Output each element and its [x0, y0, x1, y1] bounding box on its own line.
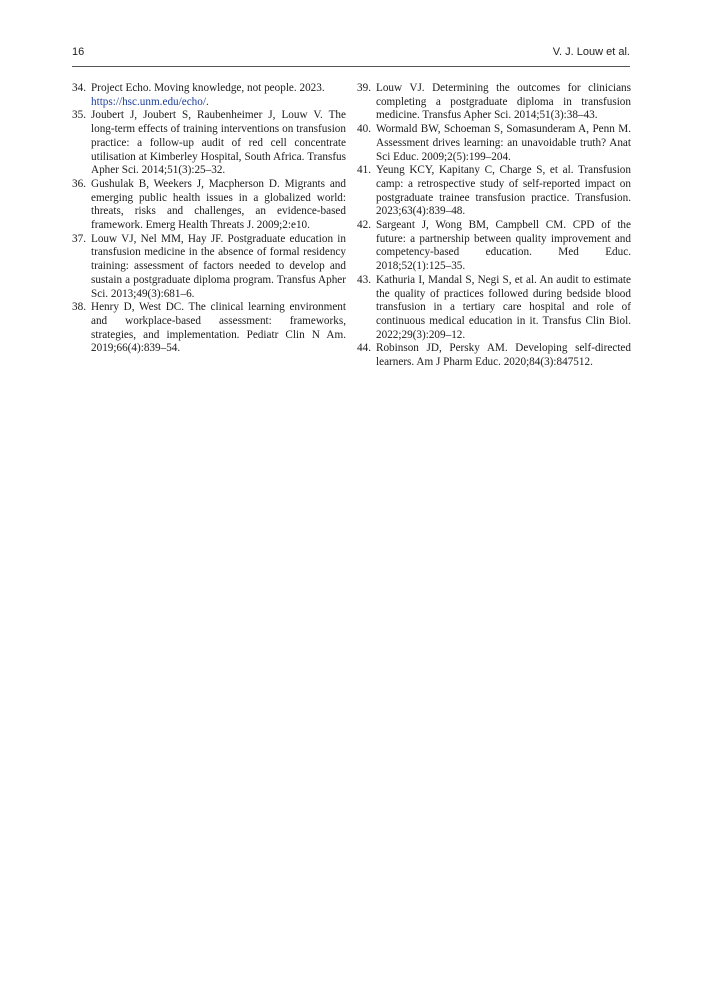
reference-number: 44.	[357, 342, 371, 355]
running-head-authors: V. J. Louw et al.	[552, 46, 630, 58]
reference-text: Henry D, West DC. The clinical learning environment and workplace-based assessment: frameworks, strategies, and implementation. Pediatr Clin N Am. 2019;66(4):839–54.	[91, 301, 346, 355]
reference-item	[357, 82, 631, 123]
reference-text: Kathuria I, Mandal S, Negi S, et al. An audit to estimate the quality of practices followed during bedside blood transfusion in a tertiary care hospital and role of continuous medical education in it. Transfus Clin Biol. 2022;29(3):209–12.	[376, 273, 631, 341]
reference-number: 36.	[72, 177, 86, 190]
reference-item	[72, 233, 346, 302]
reference-link[interactable]: https://hsc.unm.edu/echo/	[91, 95, 206, 108]
page-header	[72, 46, 630, 66]
reference-number: 35.	[72, 109, 86, 122]
reference-number: 39.	[357, 82, 371, 94]
reference-text: Joubert J, Joubert S, Raubenheimer J, Louw V. The long-term effects of training interventions on transfusion practice: a follow-up audit of red cell concentrate utilisation at Kimberley Hospital, South Africa. Transfus Apher Sci. 2014;51(3):25–32.	[91, 109, 346, 177]
reference-item	[357, 342, 631, 369]
reference-item	[72, 301, 346, 356]
page-number: 16	[72, 46, 85, 58]
references-right-column	[357, 82, 631, 370]
reference-text: Project Echo. Moving knowledge, not people. 2023. https://hsc.unm.edu/echo/.	[91, 82, 325, 108]
reference-number: 38.	[72, 301, 86, 314]
reference-item	[72, 109, 346, 178]
reference-number: 43.	[357, 273, 371, 286]
references-left-column	[72, 82, 346, 356]
reference-text: Robinson JD, Persky AM. Developing self-directed learners. Am J Pharm Educ. 2020;84(3):847512.	[376, 342, 631, 369]
header-divider	[72, 66, 630, 67]
reference-text: Gushulak B, Weekers J, Macpherson D. Migrants and emerging public health issues in a globalized world: threats, risks and challenges, an evidence-based framework. Emerg Health Threats J. 2009;2:e10.	[91, 177, 346, 232]
reference-number: 34.	[72, 82, 86, 94]
reference-item	[357, 219, 631, 274]
reference-item	[357, 274, 631, 343]
reference-number: 37.	[72, 232, 86, 245]
reference-text: Louw VJ. Determining the outcomes for clinicians completing a postgraduate diploma in transfusion medicine. Transfus Apher Sci. 2014;51(3):38–43.	[376, 82, 631, 122]
reference-number: 41.	[357, 164, 371, 177]
reference-number: 42.	[357, 219, 371, 232]
reference-item	[72, 178, 346, 233]
reference-text: Yeung KCY, Kapitany C, Charge S, et al. Transfusion camp: a retrospective study of self-reported impact on postgraduate trainee transfusion practice. Transfusion. 2023;63(4):839–48.	[376, 164, 631, 218]
reference-item	[72, 82, 346, 109]
reference-text: Louw VJ, Nel MM, Hay JF. Postgraduate education in transfusion medicine in the absence of formal residency training: assessment of factors needed to develop and sustain a postgraduate diploma program. Transfus Apher Sci. 2013;49(3):681–6.	[91, 232, 346, 300]
reference-text: Wormald BW, Schoeman S, Somasunderam A, Penn M. Assessment drives learning: an unavoidable truth? Anat Sci Educ. 2009;2(5):199–204.	[376, 123, 631, 163]
reference-number: 40.	[357, 123, 371, 136]
reference-item	[357, 164, 631, 219]
reference-text: Sargeant J, Wong BM, Campbell CM. CPD of the future: a partnership between quality improvement and competency-based education. Med Educ. 2018;52(1):125–35.	[376, 219, 631, 273]
reference-item	[357, 123, 631, 164]
